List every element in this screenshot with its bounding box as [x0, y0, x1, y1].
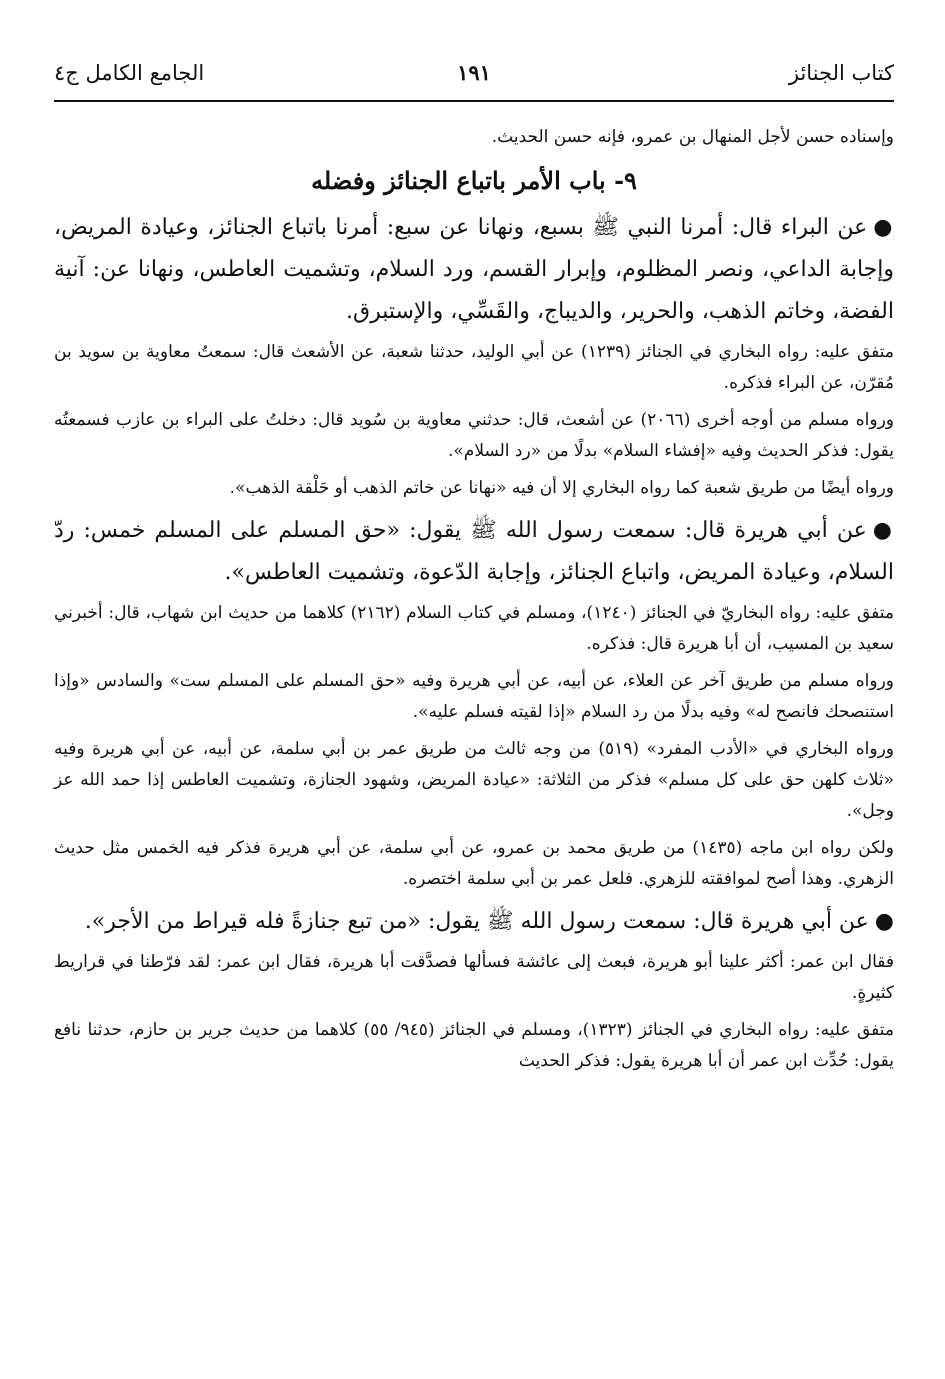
- volume-title: الجامع الكامل ج٤: [54, 61, 205, 85]
- commentary-paragraph: وإسناده حسن لأجل المنهال بن عمرو، فإنه حسن الحديث.: [491, 127, 894, 147]
- commentary-paragraph: ولكن رواه ابن ماجه (١٤٣٥) من طريق محمد بن عمرو، عن أبي سلمة، عن أبي هريرة فذكر فيه الخمس مثل حديث الزهري. وهذا أصح لموافقته للزهري. فلعل عمر بن أبي سلمة اختصره.: [54, 838, 894, 889]
- chapter-heading: ٩- باب الأمر باتباع الجنائز وفضله: [311, 166, 637, 195]
- commentary-paragraph: فقال ابن عمر: أكثر علينا أبو هريرة، فبعث إلى عائشة فسألها فصدَّقت أبا هريرة، فقال ابن عمر: لقد فرّطنا في قراريط كثيرةٍ.: [54, 952, 894, 1003]
- page-body: [54, 122, 894, 1083]
- header-rule: [54, 100, 894, 102]
- commentary-paragraph: متفق عليه: رواه البخاري في الجنائز (١٣٢٣)، ومسلم في الجنائز (٩٤٥/ ٥٥) كلاهما من حديث جرير بن حازم، حدثنا نافع يقول: حُدِّث ابن عمر أن أبا هريرة يقول: فذكر الحديث: [54, 1020, 895, 1071]
- book-section-title: كتاب الجنائز: [788, 61, 894, 85]
- bullet-icon: ●: [874, 909, 894, 934]
- bullet-icon: ●: [872, 518, 895, 543]
- page-header: [54, 56, 894, 96]
- commentary-paragraph: متفق عليه: رواه البخاري في الجنائز (١٢٣٩) عن أبي الوليد، حدثنا شعبة، عن الأشعث قال: سمعتُ معاوية بن سويد بن مُقرّن، عن البراء فذكره.: [54, 342, 894, 393]
- page-number: ١٩١: [457, 60, 491, 85]
- hadith-paragraph: ●عن أبي هريرة قال: سمعت رسول الله ﷺ يقول: «من تبع جنازةً فله قيراط من الأجر».: [84, 909, 894, 934]
- commentary-paragraph: ورواه مسلم من أوجه أخرى (٢٠٦٦) عن أشعث، قال: حدثني معاوية بن سُويد قال: دخلتُ على البراء بن عازب فسمعتُه يقول: فذكر الحديث وفيه «إفشاء السلام» بدلًا من «رد السلام».: [54, 410, 894, 461]
- commentary-paragraph: متفق عليه: رواه البخاريّ في الجنائز (١٢٤٠)، ومسلم في كتاب السلام (٢١٦٢) كلاهما من حديث ابن شهاب، قال: أخبرني سعيد بن المسيب، أن أبا هريرة قال: فذكره.: [54, 603, 895, 654]
- commentary-paragraph: ورواه مسلم من طريق آخر عن العلاء، عن أبيه، عن أبي هريرة وفيه «حق المسلم على المسلم ست» والسادس «وإذا استنصحك فانصح له» وفيه بدلًا من رد السلام «إذا لقيته فسلم عليه».: [54, 671, 894, 722]
- bullet-icon: ●: [873, 215, 894, 240]
- commentary-paragraph: ورواه أيضًا من طريق شعبة كما رواه البخاري إلا أن فيه «نهانا عن خاتم الذهب أو حَلْقة الذهب».: [229, 478, 894, 498]
- hadith-paragraph: ●عن أبي هريرة قال: سمعت رسول الله ﷺ يقول: «حق المسلم على المسلم خمس: ردّ السلام، وعيادة المريض، واتباع الجنائز، وإجابة الدّعوة، وتشميت العاطس».: [54, 518, 895, 585]
- hadith-paragraph: ●عن البراء قال: أمرنا النبي ﷺ بسبع، ونهانا عن سبع: أمرنا باتباع الجنائز، وعيادة المريض، وإجابة الداعي، ونصر المظلوم، وإبرار القسم، ورد السلام، وتشميت العاطس، ونهانا عن: آنية الفضة، وخاتم الذهب، والحرير، والديباج، والقَسِّي، والإستبرق.: [54, 215, 894, 324]
- commentary-paragraph: ورواه البخاري في «الأدب المفرد» (٥١٩) من وجه ثالث من طريق عمر بن أبي سلمة، عن أبيه، عن أبي هريرة وفيه «ثلاث كلهن حق على كل مسلم» فذكر من الثلاثة: «عيادة المريض، وشهود الجنازة، وتشميت العاطس إذا حمد الله عز وجل».: [54, 739, 895, 821]
